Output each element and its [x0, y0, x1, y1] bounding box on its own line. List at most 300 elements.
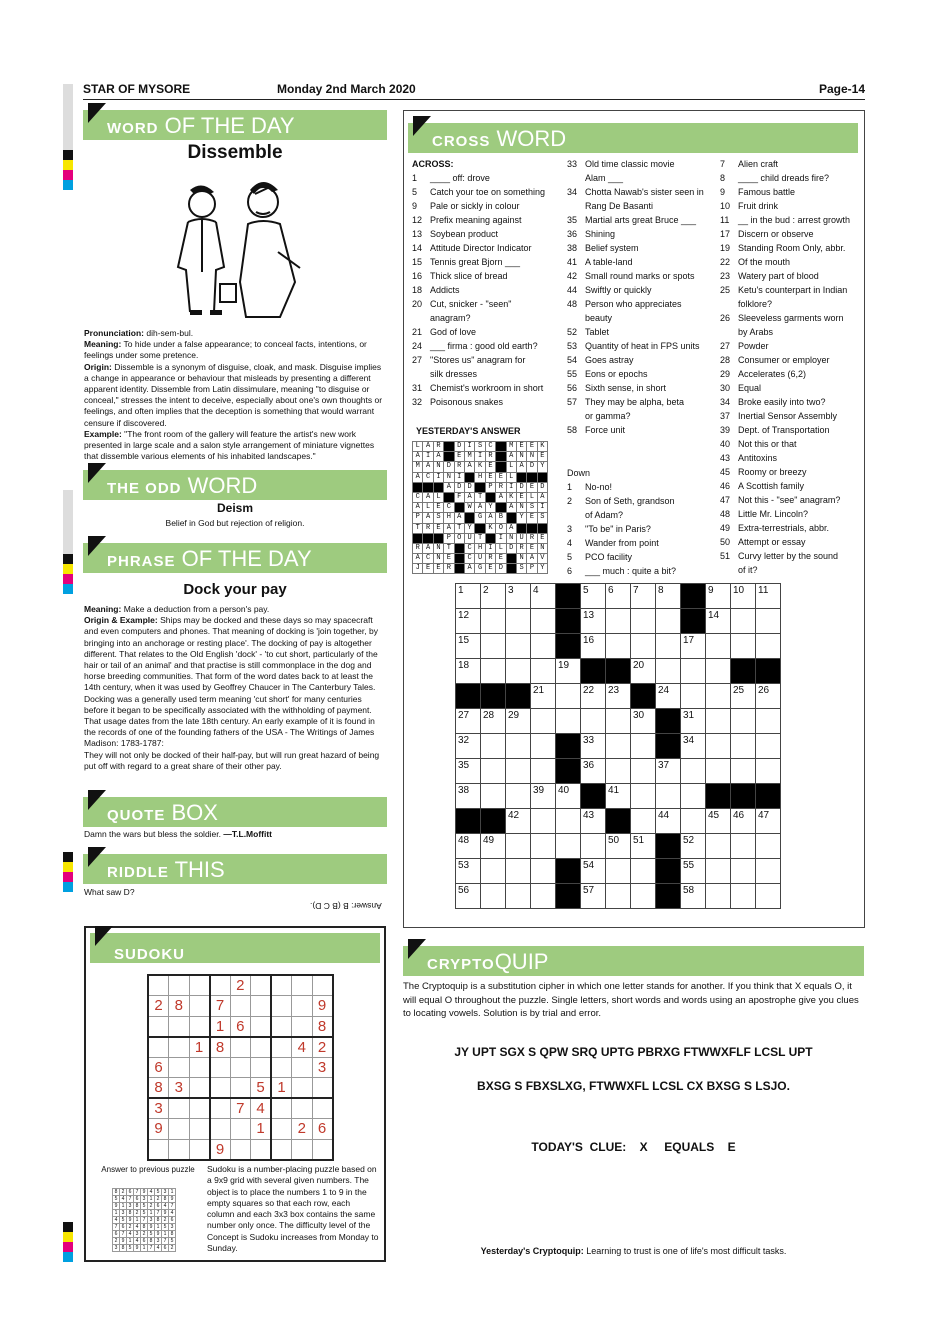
- answer-cell: M: [464, 452, 474, 462]
- sudoku-cell[interactable]: [312, 1098, 333, 1119]
- crossword-cell[interactable]: 1: [456, 584, 481, 609]
- crossword-cell[interactable]: [531, 734, 556, 759]
- crossword-cell[interactable]: [631, 759, 656, 784]
- sudoku-cell[interactable]: [230, 1037, 251, 1058]
- sudoku-cell[interactable]: 1: [189, 1037, 210, 1058]
- origin-label: Origin:: [84, 361, 112, 372]
- corner-triangle-icon: [95, 926, 113, 946]
- crossword-cell[interactable]: [481, 734, 506, 759]
- sudoku-cell[interactable]: [189, 975, 210, 996]
- crossword-cell[interactable]: [756, 634, 781, 659]
- crossword-cell[interactable]: 37: [656, 759, 681, 784]
- crossword-cell[interactable]: [756, 859, 781, 884]
- crossword-cell[interactable]: [681, 809, 706, 834]
- word-title: Dissemble: [187, 142, 283, 163]
- sudoku-cell[interactable]: [271, 1057, 292, 1078]
- answer-cell: C: [423, 554, 433, 564]
- sudoku-cell[interactable]: [189, 1098, 210, 1119]
- sudoku-cell[interactable]: [189, 1057, 210, 1078]
- sudoku-cell[interactable]: [189, 1078, 210, 1099]
- answer-cell: 3: [127, 1203, 134, 1210]
- sudoku-cell[interactable]: [230, 996, 251, 1017]
- crossword-cell[interactable]: [556, 809, 581, 834]
- black-square: [756, 659, 781, 684]
- crossword-cell[interactable]: [706, 684, 731, 709]
- crossword-cell[interactable]: [531, 884, 556, 909]
- crossword-cell[interactable]: [606, 859, 631, 884]
- clue-text: Sixth sense, in short: [585, 383, 667, 393]
- crossword-cell[interactable]: 50: [606, 834, 631, 859]
- clue-number: 23: [720, 271, 731, 281]
- sudoku-cell[interactable]: [148, 975, 169, 996]
- crossword-cell[interactable]: [756, 759, 781, 784]
- crossword-cell[interactable]: 36: [581, 759, 606, 784]
- crossword-cell[interactable]: [506, 884, 531, 909]
- sudoku-cell[interactable]: [271, 1119, 292, 1140]
- sudoku-cell[interactable]: [292, 996, 313, 1017]
- crossword-cell[interactable]: [631, 809, 656, 834]
- black-square: [756, 784, 781, 809]
- crossword-cell[interactable]: [731, 759, 756, 784]
- black-square: [454, 554, 464, 564]
- crossword-cell[interactable]: [731, 884, 756, 909]
- crossword-cell[interactable]: 51: [631, 834, 656, 859]
- crossword-cell[interactable]: [731, 634, 756, 659]
- sudoku-cell[interactable]: 6: [312, 1119, 333, 1140]
- answer-cell: L: [496, 543, 506, 553]
- clue: [412, 241, 562, 255]
- sudoku-cell[interactable]: [210, 1098, 231, 1119]
- crossword-cell[interactable]: [756, 834, 781, 859]
- sudoku-cell[interactable]: [292, 1016, 313, 1037]
- sudoku-cell[interactable]: 1: [251, 1119, 272, 1140]
- sudoku-cell[interactable]: [292, 975, 313, 996]
- sudoku-cell[interactable]: 1: [210, 1016, 231, 1037]
- clue-text: Chotta Nawab's sister seen in: [585, 187, 704, 197]
- crossword-cell[interactable]: 56: [456, 884, 481, 909]
- crossword-cell[interactable]: 15: [456, 634, 481, 659]
- sudoku-cell[interactable]: [230, 1119, 251, 1140]
- crossword-cell[interactable]: [506, 634, 531, 659]
- crossword-cell[interactable]: [631, 609, 656, 634]
- crossword-cell[interactable]: [531, 634, 556, 659]
- sudoku-cell[interactable]: [210, 1057, 231, 1078]
- clue-text: Goes astray: [585, 355, 634, 365]
- crossword-cell[interactable]: [731, 734, 756, 759]
- clue: [412, 395, 562, 409]
- crossword-cell[interactable]: [481, 859, 506, 884]
- sudoku-cell[interactable]: 4: [251, 1098, 272, 1119]
- answer-cell: Y: [537, 462, 547, 472]
- clue: [720, 353, 864, 367]
- sudoku-cell[interactable]: [292, 1139, 313, 1160]
- crossword-cell[interactable]: 53: [456, 859, 481, 884]
- crossword-cell[interactable]: [556, 684, 581, 709]
- answer-cell: U: [475, 554, 485, 564]
- sudoku-cell[interactable]: [169, 1139, 190, 1160]
- crossword-cell[interactable]: 23: [606, 684, 631, 709]
- crossword-cell[interactable]: 26: [756, 684, 781, 709]
- answer-cell: 2: [162, 1217, 169, 1224]
- sudoku-cell[interactable]: 1: [271, 1078, 292, 1099]
- crossword-cell[interactable]: [506, 834, 531, 859]
- crossword-cell[interactable]: 12: [456, 609, 481, 634]
- answer-cell: S: [527, 503, 537, 513]
- crossword-cell[interactable]: [706, 734, 731, 759]
- crossword-cell[interactable]: [756, 884, 781, 909]
- crossword-cell[interactable]: [531, 659, 556, 684]
- clue-text: Antitoxins: [738, 453, 778, 463]
- clue-number: 48: [720, 509, 731, 519]
- crossword-cell[interactable]: 38: [456, 784, 481, 809]
- crossword-cell[interactable]: 42: [506, 809, 531, 834]
- sudoku-cell[interactable]: [230, 1057, 251, 1078]
- phrase-paragraph: Docking was a generally used term meaning 'cut short' for many centuries before it began to be specifically associated with the withholding of payment. That usage dates from the late 18th century. An early example of it is found in the records of one of the founding fathers of the USA - The Writings of James Madison: 1783-1787:: [84, 693, 375, 749]
- black-square: [656, 834, 681, 859]
- answer-cell: 9: [141, 1189, 148, 1196]
- sudoku-cell[interactable]: [312, 1139, 333, 1160]
- crossword-cell[interactable]: [481, 659, 506, 684]
- sudoku-cell[interactable]: [271, 1037, 292, 1058]
- sudoku-cell[interactable]: [189, 1139, 210, 1160]
- crossword-cell[interactable]: 46: [731, 809, 756, 834]
- crossword-cell[interactable]: 21: [531, 684, 556, 709]
- clue-text: Shining: [585, 229, 616, 239]
- sudoku-cell[interactable]: 6: [148, 1057, 169, 1078]
- sudoku-cell[interactable]: [271, 1098, 292, 1119]
- sudoku-cell[interactable]: [210, 975, 231, 996]
- clue-number: 27: [720, 341, 731, 351]
- sudoku-cell[interactable]: 8: [312, 1016, 333, 1037]
- riddle-answer: Answer: B (B C D).: [310, 901, 382, 912]
- sudoku-cell[interactable]: 3: [148, 1098, 169, 1119]
- crossword-cell[interactable]: 40: [556, 784, 581, 809]
- crossword-cell[interactable]: 5: [581, 584, 606, 609]
- sudoku-cell[interactable]: [210, 1119, 231, 1140]
- sudoku-cell[interactable]: [169, 1119, 190, 1140]
- crossword-cell[interactable]: 8: [656, 584, 681, 609]
- crossword-cell[interactable]: [506, 659, 531, 684]
- sudoku-cell[interactable]: 2: [312, 1037, 333, 1058]
- answer-cell: 5: [113, 1196, 120, 1203]
- answer-cell: W: [464, 503, 474, 513]
- sudoku-cell[interactable]: 8: [210, 1037, 231, 1058]
- clue-text: Alam ___: [585, 173, 624, 183]
- sudoku-cell[interactable]: 9: [210, 1139, 231, 1160]
- answer-cell: R: [423, 523, 433, 533]
- crossword-cell[interactable]: [606, 634, 631, 659]
- sudoku-cell[interactable]: [271, 1016, 292, 1037]
- crossword-cell[interactable]: 58: [681, 884, 706, 909]
- crossword-cell[interactable]: [756, 609, 781, 634]
- crossword-cell[interactable]: [706, 659, 731, 684]
- crossword-cell[interactable]: [581, 709, 606, 734]
- crossword-cell[interactable]: [706, 859, 731, 884]
- crossword-cell[interactable]: 33: [581, 734, 606, 759]
- black-square: [731, 784, 756, 809]
- sudoku-cell[interactable]: [230, 1078, 251, 1099]
- crossword-cell[interactable]: 34: [681, 734, 706, 759]
- clue-number: 9: [412, 201, 418, 211]
- sudoku-cell[interactable]: 3: [312, 1057, 333, 1078]
- crossword-cell[interactable]: 48: [456, 834, 481, 859]
- answer-cell: 6: [127, 1189, 134, 1196]
- sudoku-cell[interactable]: [189, 1119, 210, 1140]
- answer-cell: I: [433, 472, 443, 482]
- crossword-cell[interactable]: [681, 759, 706, 784]
- crossword-cell[interactable]: [681, 784, 706, 809]
- crossword-cell[interactable]: [656, 609, 681, 634]
- clue-number: 57: [567, 397, 578, 407]
- crossword-cell[interactable]: [681, 684, 706, 709]
- answer-cell: 8: [155, 1217, 162, 1224]
- crossword-cell[interactable]: 16: [581, 634, 606, 659]
- crossword-cell[interactable]: [481, 759, 506, 784]
- crossword-cell[interactable]: 45: [706, 809, 731, 834]
- crossword-cell[interactable]: 28: [481, 709, 506, 734]
- clue-number: 54: [567, 355, 578, 365]
- answer-cell: H: [475, 472, 485, 482]
- crossword-cell[interactable]: [731, 709, 756, 734]
- clue: [412, 339, 562, 353]
- crossword-cell[interactable]: [631, 859, 656, 884]
- crossword-cell[interactable]: 11: [756, 584, 781, 609]
- crossword-cell[interactable]: [706, 834, 731, 859]
- clue-text: Swiftly or quickly: [585, 285, 652, 295]
- sudoku-cell[interactable]: [271, 975, 292, 996]
- sudoku-cell[interactable]: [251, 1016, 272, 1037]
- answer-cell: A: [423, 462, 433, 472]
- sudoku-cell[interactable]: [210, 1078, 231, 1099]
- clue-number: 43: [720, 453, 731, 463]
- crossword-cell[interactable]: 13: [581, 609, 606, 634]
- crossword-cell[interactable]: 7: [631, 584, 656, 609]
- sudoku-cell[interactable]: 8: [169, 996, 190, 1017]
- crossword-cell[interactable]: [506, 784, 531, 809]
- clue: [567, 480, 717, 494]
- clue: [412, 185, 562, 199]
- crossword-cell[interactable]: [631, 884, 656, 909]
- crossword-cell[interactable]: [731, 609, 756, 634]
- clue-text: Soybean product: [430, 229, 499, 239]
- crossword-cell[interactable]: 41: [606, 784, 631, 809]
- meaning-text: To hide under a false appearance; to conceal facts, intentions, or feelings under some pretence.: [84, 339, 367, 361]
- crossword-cell[interactable]: 3: [506, 584, 531, 609]
- answer-cell: 1: [169, 1189, 176, 1196]
- clue-text: ___ much : quite a bit?: [585, 566, 677, 576]
- sudoku-cell[interactable]: 2: [148, 996, 169, 1017]
- crossword-cell[interactable]: 32: [456, 734, 481, 759]
- crossword-cell[interactable]: 57: [581, 884, 606, 909]
- crossword-cell[interactable]: [531, 834, 556, 859]
- odd-word-definition: Belief in God but rejection of religion.: [165, 518, 305, 528]
- crossword-cell[interactable]: 30: [631, 709, 656, 734]
- sudoku-cell[interactable]: [148, 1016, 169, 1037]
- crossword-cell[interactable]: 27: [456, 709, 481, 734]
- clue-number: 48: [567, 299, 578, 309]
- crossword-cell[interactable]: [506, 759, 531, 784]
- sudoku-cell[interactable]: 9: [148, 1119, 169, 1140]
- crossword-cell[interactable]: 24: [656, 684, 681, 709]
- banner-rest: OF THE DAY: [181, 546, 312, 571]
- sudoku-cell[interactable]: [292, 1057, 313, 1078]
- crossword-cell[interactable]: [556, 709, 581, 734]
- across-clues-b: [567, 157, 717, 437]
- crossword-cell[interactable]: [581, 834, 606, 859]
- clue-number: 49: [720, 523, 731, 533]
- crossword-cell[interactable]: [656, 634, 681, 659]
- answer-cell: 4: [134, 1238, 141, 1245]
- sudoku-cell[interactable]: 7: [210, 996, 231, 1017]
- crossword-cell[interactable]: 52: [681, 834, 706, 859]
- answer-cell: 6: [162, 1245, 169, 1252]
- crossword-cell[interactable]: 31: [681, 709, 706, 734]
- crossword-cell[interactable]: [506, 734, 531, 759]
- answer-cell: 7: [155, 1210, 162, 1217]
- sudoku-cell[interactable]: 5: [251, 1078, 272, 1099]
- crossword-cell[interactable]: [606, 759, 631, 784]
- crossword-cell[interactable]: 9: [706, 584, 731, 609]
- sudoku-cell[interactable]: [189, 996, 210, 1017]
- crossword-cell[interactable]: 29: [506, 709, 531, 734]
- crossword-cell[interactable]: [631, 634, 656, 659]
- crossword-cell[interactable]: [531, 809, 556, 834]
- sudoku-cell[interactable]: [292, 1098, 313, 1119]
- crossword-cell[interactable]: 43: [581, 809, 606, 834]
- crossword-cell[interactable]: [531, 859, 556, 884]
- crossword-cell[interactable]: 22: [581, 684, 606, 709]
- crossword-cell[interactable]: [731, 859, 756, 884]
- cryptoquip-intro: The Cryptoquip is a substitution cipher in which one letter stands for another. If you think that X equals O, it will equal O throughout the puzzle. Single letters, short words and words using an apostrophe give you clues to locating vowels. Solution is by trial and error.: [403, 981, 859, 1019]
- black-square: [516, 472, 526, 482]
- sudoku-cell[interactable]: 7: [230, 1098, 251, 1119]
- sudoku-cell[interactable]: 2: [230, 975, 251, 996]
- sudoku-cell[interactable]: [271, 1139, 292, 1160]
- crossword-cell[interactable]: [606, 709, 631, 734]
- crossword-cell[interactable]: [481, 634, 506, 659]
- sudoku-cell[interactable]: 4: [292, 1037, 313, 1058]
- answer-cell: N: [433, 554, 443, 564]
- clue-list: [567, 157, 717, 437]
- crossword-cell[interactable]: 10: [731, 584, 756, 609]
- crossword-cell[interactable]: 19: [556, 659, 581, 684]
- crossword-cell[interactable]: [606, 734, 631, 759]
- sudoku-cell[interactable]: [148, 1037, 169, 1058]
- answer-cell: E: [423, 564, 433, 574]
- clue-text: ____ child dreads fire?: [738, 173, 830, 183]
- crossword-cell[interactable]: 2: [481, 584, 506, 609]
- crossword-cell[interactable]: 35: [456, 759, 481, 784]
- crossword-cell[interactable]: [481, 784, 506, 809]
- crossword-cell[interactable]: [706, 884, 731, 909]
- clue-number: [567, 171, 585, 185]
- crossword-cell[interactable]: 47: [756, 809, 781, 834]
- sudoku-cell[interactable]: [271, 996, 292, 1017]
- crossword-cell[interactable]: [631, 734, 656, 759]
- crossword-cell[interactable]: [531, 759, 556, 784]
- crossword-cell[interactable]: 17: [681, 634, 706, 659]
- sudoku-cell[interactable]: [251, 975, 272, 996]
- sudoku-cell[interactable]: 6: [230, 1016, 251, 1037]
- sudoku-cell[interactable]: [169, 975, 190, 996]
- sudoku-cell[interactable]: 8: [148, 1078, 169, 1099]
- crossword-cell[interactable]: [756, 709, 781, 734]
- crossword-cell[interactable]: [481, 884, 506, 909]
- sudoku-cell[interactable]: [312, 975, 333, 996]
- sudoku-cell[interactable]: [251, 996, 272, 1017]
- crossword-cell[interactable]: [706, 759, 731, 784]
- crossword-cell[interactable]: [506, 859, 531, 884]
- crossword-cell[interactable]: [481, 609, 506, 634]
- black-square: [681, 584, 706, 609]
- sudoku-cell[interactable]: [189, 1016, 210, 1037]
- clue: [567, 409, 717, 423]
- sudoku-cell[interactable]: 3: [169, 1078, 190, 1099]
- clue-number: 55: [567, 369, 578, 379]
- crossword-cell[interactable]: [506, 609, 531, 634]
- crossword-cell[interactable]: [606, 884, 631, 909]
- crossword-cell[interactable]: [606, 609, 631, 634]
- sudoku-cell[interactable]: [169, 1037, 190, 1058]
- crossword-cell[interactable]: 18: [456, 659, 481, 684]
- sudoku-cell[interactable]: [230, 1139, 251, 1160]
- sudoku-cell[interactable]: [312, 1078, 333, 1099]
- crossword-cell[interactable]: [531, 709, 556, 734]
- quote-box-banner: [83, 797, 387, 827]
- crossword-cell[interactable]: [706, 709, 731, 734]
- answer-cell: 2: [155, 1196, 162, 1203]
- clue: [720, 395, 864, 409]
- meaning-label: Meaning:: [84, 604, 122, 614]
- sudoku-cell[interactable]: [251, 1139, 272, 1160]
- sudoku-cell[interactable]: [148, 1139, 169, 1160]
- sudoku-cell[interactable]: [251, 1037, 272, 1058]
- answer-cell: A: [444, 523, 454, 533]
- crossword-cell[interactable]: 20: [631, 659, 656, 684]
- answer-cell: 2: [113, 1238, 120, 1245]
- crossword-cell[interactable]: [556, 834, 581, 859]
- answer-cell: P: [413, 513, 423, 523]
- crossword-cell[interactable]: [756, 734, 781, 759]
- crossword-cell[interactable]: 14: [706, 609, 731, 634]
- answer-cell: Y: [485, 503, 495, 513]
- crossword-cell[interactable]: [631, 784, 656, 809]
- clue-number: 39: [720, 425, 731, 435]
- crossword-cell[interactable]: [681, 659, 706, 684]
- crossword-cell[interactable]: 44: [656, 809, 681, 834]
- crossword-cell[interactable]: [731, 834, 756, 859]
- crossword-cell[interactable]: 54: [581, 859, 606, 884]
- crossword-cell[interactable]: 4: [531, 584, 556, 609]
- sudoku-cell[interactable]: 2: [292, 1119, 313, 1140]
- crossword-cell[interactable]: 25: [731, 684, 756, 709]
- crossword-cell[interactable]: [531, 609, 556, 634]
- crossword-cell[interactable]: [656, 659, 681, 684]
- sudoku-cell[interactable]: [251, 1057, 272, 1078]
- crossword-cell[interactable]: [706, 634, 731, 659]
- crossword-cell[interactable]: 49: [481, 834, 506, 859]
- black-square: [506, 513, 516, 523]
- sudoku-cell[interactable]: 9: [312, 996, 333, 1017]
- sudoku-cell[interactable]: [292, 1078, 313, 1099]
- crossword-cell[interactable]: 39: [531, 784, 556, 809]
- crossword-cell[interactable]: 6: [606, 584, 631, 609]
- crossword-cell[interactable]: 55: [681, 859, 706, 884]
- sudoku-cell[interactable]: [169, 1098, 190, 1119]
- crossword-cell[interactable]: [656, 784, 681, 809]
- sudoku-cell[interactable]: [169, 1016, 190, 1037]
- sudoku-cell[interactable]: [169, 1057, 190, 1078]
